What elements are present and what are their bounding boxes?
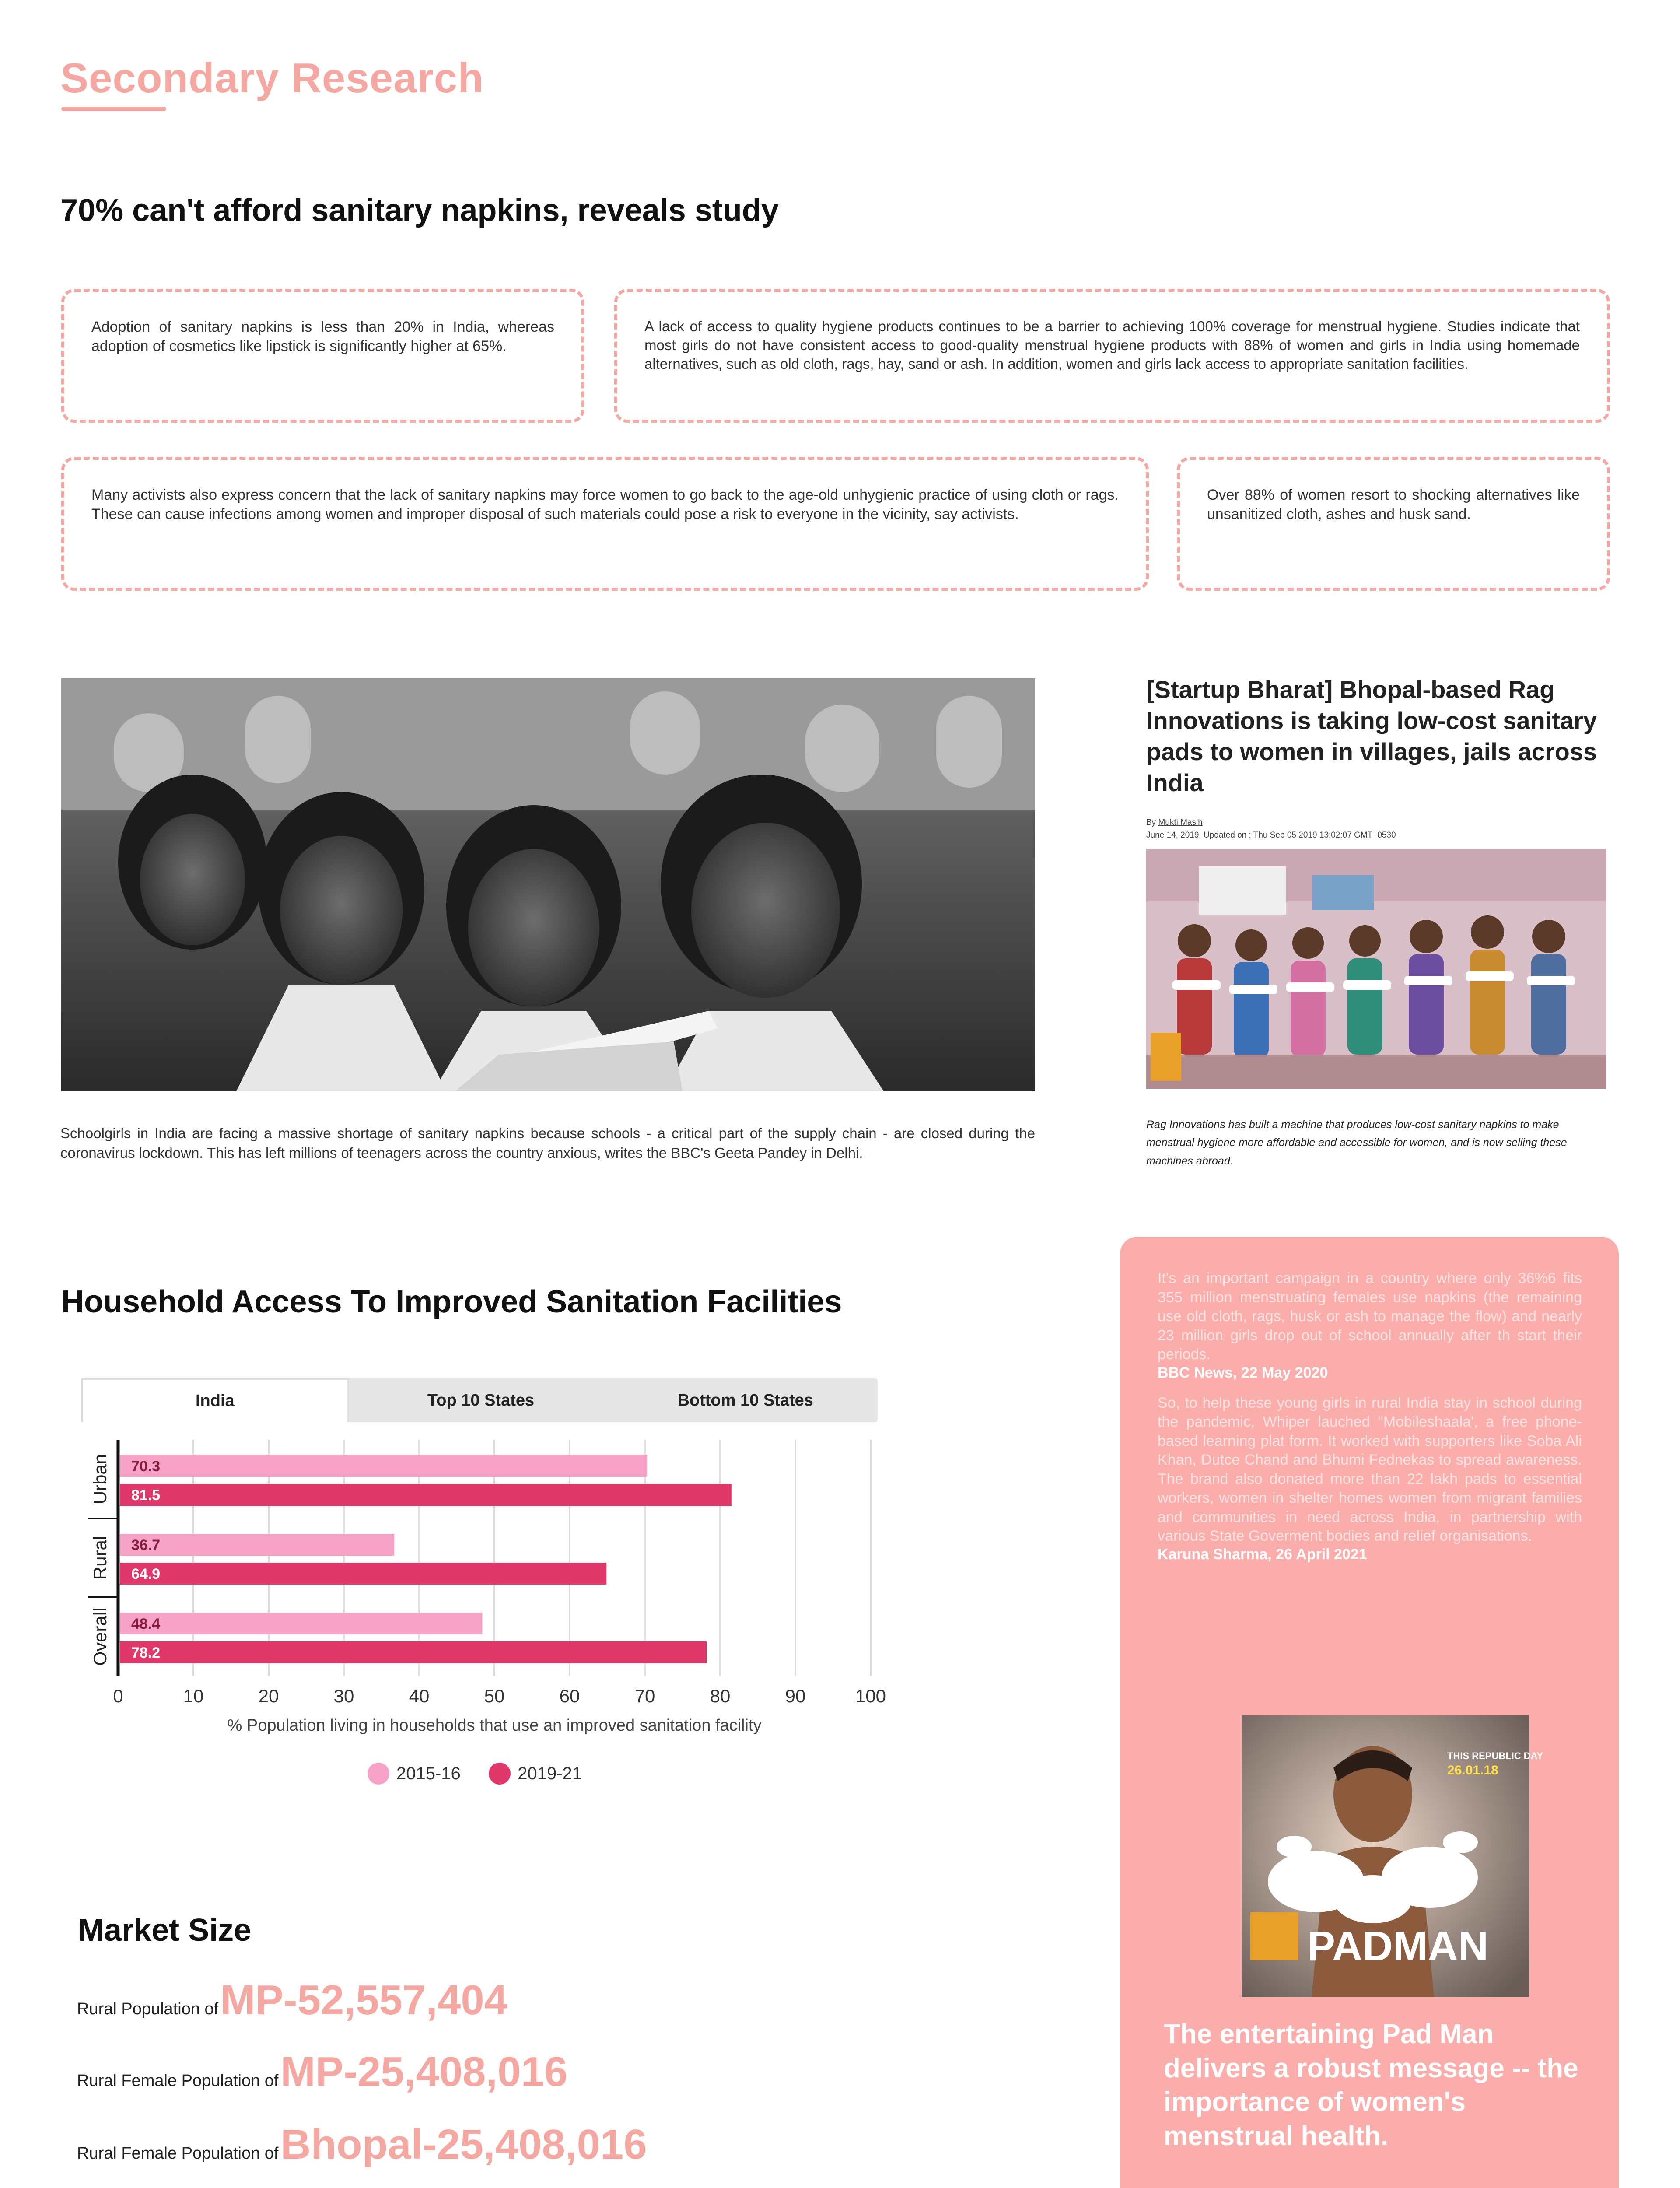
legend-swatch-2015-16 (368, 1763, 389, 1785)
x-tick-label: 10 (183, 1686, 204, 1706)
sanitation-heading: Household Access To Improved Sanitation Facilities (61, 1284, 842, 1319)
study-box-3 (61, 457, 1149, 591)
study-box-2-text: A lack of access to quality hygiene products continues to be a barrier to achieving 100% coverage for menstrual hygiene. Studies indicate that most girls do not have consistent access to good-quality menstrual hygiene products with 88% of women and girls in India using homemade alternatives, such as old cloth, rags, hay, sand or ash. In addition, women and girls lack access to appropriate sanitation facilities. (644, 318, 1580, 372)
x-tick-label: 100 (855, 1686, 886, 1706)
category-label: Rural (90, 1536, 111, 1580)
bar (120, 1613, 482, 1634)
data-label: 81.5 (131, 1487, 161, 1504)
market-size-label: Rural Female Population of (77, 2144, 279, 2163)
campaign-text (1158, 1269, 1582, 1563)
market-size-label: Rural Female Population of (77, 2072, 279, 2090)
news-date: June 14, 2019, Updated on : Thu Sep 05 2019 13:02:07 GMT+0530 (1146, 830, 1396, 840)
page-title: Secondary Research (60, 55, 484, 102)
data-label: 78.2 (131, 1645, 161, 1661)
poster-banner: THIS REPUBLIC DAY (1447, 1750, 1544, 1761)
x-axis-label: % Population living in households that use an improved sanitation facility (227, 1716, 762, 1735)
x-tick-label: 40 (409, 1686, 430, 1706)
x-tick-label: 30 (333, 1686, 354, 1706)
byline-prefix: By (1146, 818, 1156, 827)
tab-top-10-states[interactable]: Top 10 States (427, 1391, 535, 1410)
x-tick-label: 60 (559, 1686, 580, 1706)
market-size-value: Bhopal-25,408,016 (280, 2121, 647, 2168)
study-box-4 (1177, 457, 1610, 591)
region-tabs (81, 1378, 878, 1422)
tab-india[interactable]: India (81, 1378, 349, 1422)
campaign-source-1: BBC News, 22 May 2020 (1158, 1364, 1328, 1381)
study-box-2 (614, 289, 1610, 423)
news-caption: Rag Innovations has built a machine that produces low-cost sanitary napkins to make menstrual hygiene more affordable and accessible for women, and is now selling these machines abroad. (1146, 1119, 1567, 1167)
data-label: 64.9 (131, 1566, 161, 1582)
sanitation-bar-chart (61, 1431, 892, 1737)
author-link[interactable]: Mukti Masih (1158, 818, 1203, 827)
market-size-row-2 (77, 2048, 567, 2096)
poster-date: 26.01.18 (1447, 1763, 1498, 1778)
study-box-4-text: Over 88% of women resort to shocking alternatives like unsanitized cloth, ashes and husk sand. (1207, 487, 1580, 523)
tab-bottom-10-states[interactable]: Bottom 10 States (677, 1391, 813, 1410)
news-byline (1146, 817, 1610, 842)
category-label: Urban (90, 1454, 111, 1504)
bar (120, 1455, 647, 1477)
data-label: 70.3 (131, 1458, 161, 1475)
campaign-paragraph-2: So, to help these young girls in rural India stay in school during the pandemic, Whiper lauched "Mobileshaala', a free phone-based learning plat form. It worked with supporters like Soba Ali Khan, Dutce Chand and Bhumi Fednekas to spread awareness. The brand also donated more than 22 lakh pads to essential workers, women in shelter homes women from migrant families and communities in need across India, in partnership with various State Goverment bodies and relief organisations. (1158, 1394, 1582, 1545)
x-tick-label: 90 (785, 1686, 806, 1706)
market-size-label: Rural Population of (77, 2000, 219, 2018)
bar (120, 1534, 394, 1556)
schoolgirls-photo (61, 678, 1035, 1091)
campaign-source-2: Karuna Sharma, 26 April 2021 (1158, 1546, 1367, 1563)
x-tick-label: 50 (484, 1686, 505, 1706)
x-tick-label: 20 (258, 1686, 279, 1706)
title-underline (61, 107, 166, 111)
chart-legend (368, 1763, 805, 1785)
study-box-1 (61, 289, 584, 423)
rag-innovations-photo (1146, 849, 1606, 1089)
poster-title: PADMAN (1307, 1923, 1489, 1970)
x-tick-label: 80 (710, 1686, 731, 1706)
category-label: Overall (90, 1607, 111, 1666)
study-box-1-text: Adoption of sanitary napkins is less than 20% in India, whereas adoption of cosmetics like lipstick is significantly higher at 65%. (91, 319, 554, 355)
market-size-value: MP-25,408,016 (280, 2048, 568, 2095)
campaign-quote: The entertaining Pad Man delivers a robust message -- the importance of women's menstrual health. (1164, 2019, 1578, 2151)
bar (120, 1563, 606, 1585)
market-size-row-1 (77, 1976, 508, 2024)
padman-poster (1242, 1715, 1544, 1997)
study-box-3-text: Many activists also express concern that the lack of sanitary napkins may force women to go back to the age-old unhygienic practice of using cloth or rags. These can cause infections among women and improper disposal of such materials could pose a risk to everyone in the vicinity, say activists. (91, 487, 1119, 523)
market-size-value: MP-52,557,404 (220, 1977, 508, 2023)
market-size-heading: Market Size (78, 1913, 252, 1948)
photo-caption: Schoolgirls in India are facing a massive shortage of sanitary napkins because schools - a critical part of the supply chain - are closed during the coronavirus lockdown. This has left millions of teenagers across the country anxious, writes the BBC's Geeta Pandey in Delhi. (60, 1125, 1035, 1161)
data-label: 36.7 (131, 1537, 161, 1553)
study-heading: 70% can't afford sanitary napkins, reveals study (60, 193, 779, 228)
market-size-row-3 (77, 2121, 647, 2169)
data-label: 48.4 (131, 1616, 161, 1632)
news-headline[interactable]: [Startup Bharat] Bhopal-based Rag Innovations is taking low-cost sanitary pads to women in villages, jails across India (1146, 676, 1597, 797)
legend-label-2019-21: 2019-21 (518, 1764, 582, 1783)
campaign-paragraph-1: It's an important campaign in a country where only 36%6 fits 355 million menstruating females use napkins (the remaining use old cloth, rags, husk or ash to manage the flow) and nearly 23 million girls drop out of school annually after th start their periods. (1158, 1270, 1582, 1363)
x-tick-label: 70 (634, 1686, 655, 1706)
legend-label-2015-16: 2015-16 (396, 1764, 461, 1783)
x-tick-label: 0 (113, 1686, 123, 1706)
legend-swatch-2019-21 (489, 1763, 511, 1785)
bar (120, 1641, 707, 1663)
bar (120, 1484, 732, 1506)
